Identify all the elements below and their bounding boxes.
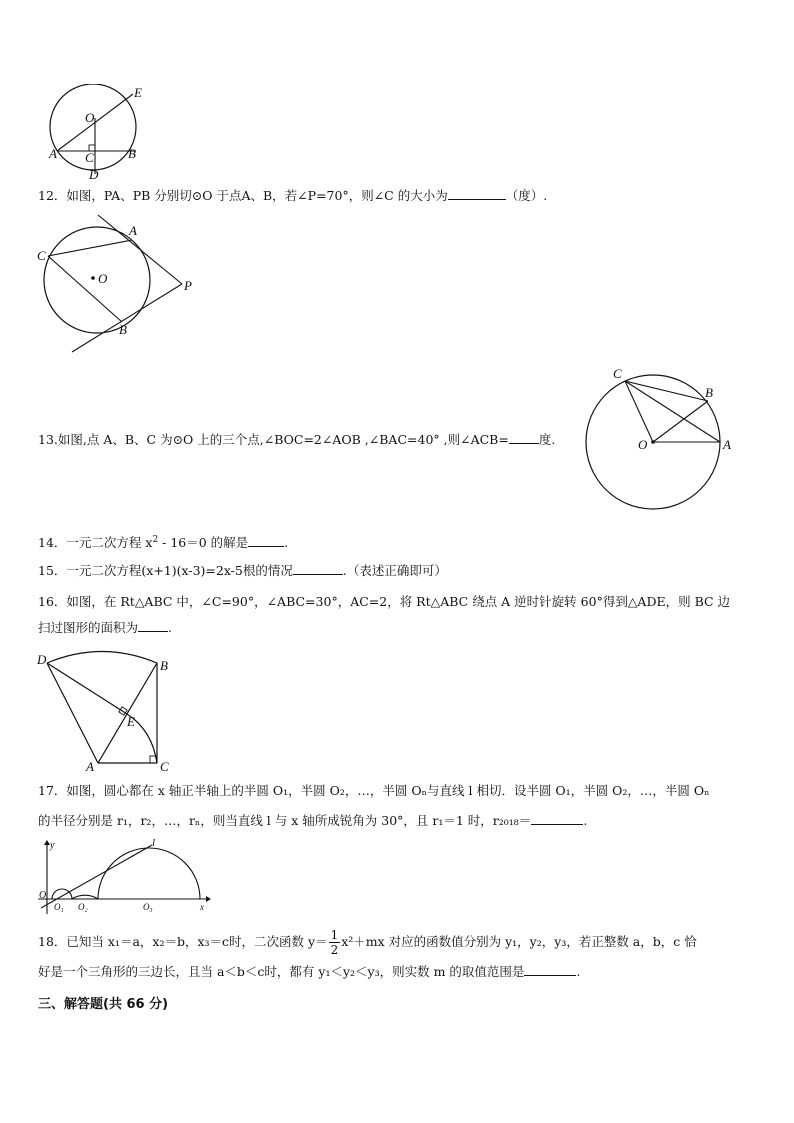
question-text: 如图,点 A、B、C 为⊙O 上的三个点,∠BOC=2∠AOB ,∠BAC=40° ,则∠ACB=: [57, 432, 509, 447]
label-b: B: [128, 146, 136, 161]
label-x: x: [200, 902, 204, 912]
label-c: C: [37, 248, 46, 263]
label-o: O: [85, 110, 95, 125]
label-c: C: [613, 366, 622, 381]
question-number: 17．: [38, 783, 67, 798]
question-number: 16．: [38, 594, 67, 609]
label-o1: O₁: [54, 902, 64, 912]
answer-blank[interactable]: [509, 431, 539, 444]
label-c: C: [160, 759, 169, 774]
question-16: 16．如图，在 Rt△ABC 中，∠C=90°，∠ABC=30°，AC=2，将 Rt△ABC 绕点 A 逆时针旋转 60°得到△ADE，则 BC 边 扫过图形的面积为 .: [38, 594, 731, 635]
question-number: 12．: [38, 188, 67, 203]
label-o: O: [98, 271, 108, 286]
label-y: y: [50, 840, 55, 851]
label-o2: O₂: [78, 902, 88, 912]
question-number: 15．: [38, 563, 67, 578]
figure-circle-three-points: [580, 362, 750, 512]
answer-blank[interactable]: [248, 534, 284, 547]
label-a: A: [86, 759, 94, 774]
label-e: E: [134, 85, 142, 100]
question-text: 如图，PA、PB 分别切⊙O 于点A、B，若∠P=70°，则∠C 的大小为: [66, 188, 448, 203]
label-o3: O₃: [143, 902, 153, 912]
question-15: 15．一元二次方程(x+1)(x-3)=2x-5根的情况 .（表述正确即可）: [38, 563, 447, 578]
label-a: A: [723, 437, 731, 452]
question-number: 18．: [38, 934, 67, 949]
question-13: 13.如图,点 A、B、C 为⊙O 上的三个点,∠BOC=2∠AOB ,∠BAC=40° ,则∠ACB= 度.: [38, 432, 556, 447]
label-d: D: [37, 652, 47, 667]
question-18: 18．已知当 x₁＝a，x₂＝b，x₃＝c时，二次函数 y＝ $\frac{1}{2}$ x²＋mx 对应的函数值分别为 y₁，y₂，y₃，若正整数 a，b，c 恰 好是一个三角形的三边长，且当 a＜b＜c时，都有 y₁＜y₂＜y₃，则实数 m 的取值范围是 .: [38, 928, 697, 979]
label-l: l: [152, 838, 156, 849]
fraction: $\frac{1}{2}$: [330, 928, 339, 957]
label-a: A: [49, 146, 57, 161]
section-heading: 三、解答题(共 66 分): [38, 997, 169, 1012]
label-c: C: [85, 150, 94, 165]
label-a: A: [129, 223, 137, 238]
answer-blank[interactable]: [138, 619, 168, 632]
label-b: B: [119, 322, 127, 337]
label-e: E: [127, 714, 135, 729]
figure-circle-chord: [40, 84, 150, 180]
answer-blank[interactable]: [524, 963, 576, 976]
answer-blank[interactable]: [531, 812, 583, 825]
question-14: 14．一元二次方程 $x^2 - 16=0$ 的解是 .: [38, 535, 289, 551]
label-b: B: [160, 658, 168, 673]
question-number: 14．: [38, 535, 67, 551]
label-d: D: [89, 167, 99, 180]
label-o: O: [638, 437, 648, 452]
label-b: B: [705, 385, 713, 400]
question-17: 17．如图，圆心都在 x 轴正半轴上的半圆 O₁，半圆 O₂，…，半圆 Oₙ与直线 l 相切．设半圆 O₁，半圆 O₂，…，半圆 Oₙ 的半径分别是 r₁，r₂，…，rₙ，则当直线 l 与 x 轴所成锐角为 30°，且 r₁＝1 时，r₂₀₁₈＝ .: [38, 783, 710, 828]
question-12: 12．如图，PA、PB 分别切⊙O 于点A、B，若∠P=70°，则∠C 的大小为 （度）.: [38, 188, 548, 203]
answer-blank[interactable]: [293, 562, 343, 575]
answer-blank[interactable]: [448, 187, 506, 200]
figure-tangents-circle: [34, 212, 204, 357]
figure-rotated-triangle: [34, 650, 184, 774]
label-p: P: [184, 278, 192, 293]
question-number: 13.: [38, 432, 58, 447]
label-o: O: [39, 890, 47, 901]
figure-semicircles-tangent: [34, 838, 214, 916]
